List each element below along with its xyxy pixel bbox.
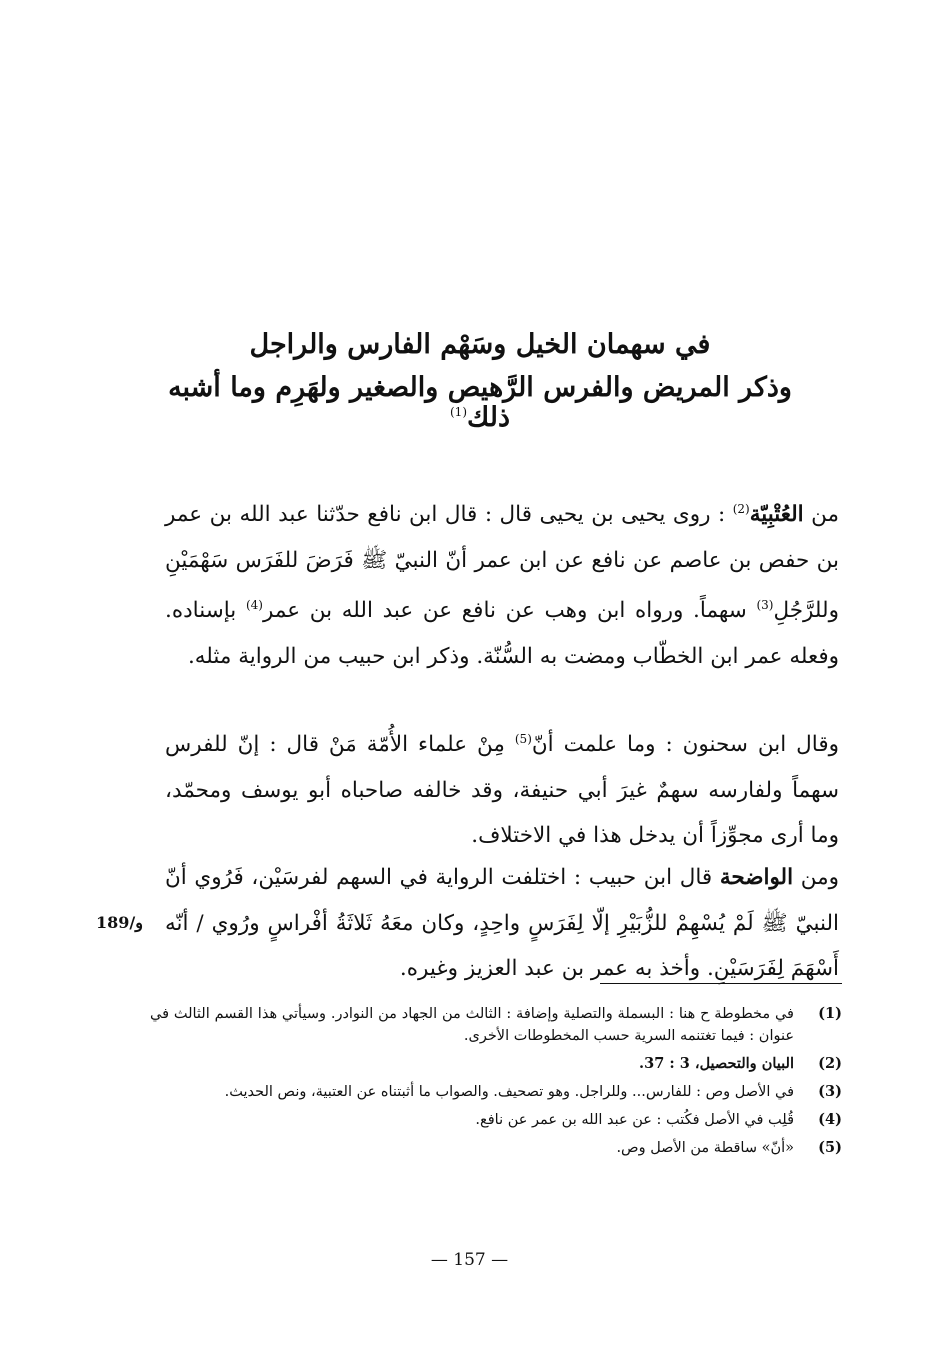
- page-number: — 157 —: [430, 1250, 509, 1270]
- paragraph-3: [165, 855, 839, 992]
- footnote-1: [150, 1003, 842, 1047]
- footnote-number: (1): [818, 1005, 842, 1022]
- footnote-number: (2): [818, 1055, 842, 1072]
- footnote-5: [150, 1137, 842, 1159]
- footnote-text: في مخطوطة ح هنا : البسملة والتصلية وإضافة : الثالث من الجهاد من النوادر. وسيأتي هذا القسم الثالث في عنوان : فيما تغتنمه السرية حسب المخطوطات الأخرى.: [150, 1006, 794, 1044]
- chapter-title-line-2: [150, 373, 810, 432]
- footnote-ref-1: (1): [449, 404, 467, 419]
- p3-lead: ومن: [793, 865, 839, 890]
- footnotes: [150, 1003, 842, 1165]
- p2-text-a: وقال ابن سحنون : وما علمت أنّ: [531, 732, 839, 758]
- footnote-text: قُلِب في الأصل فكُتب : عن عبد الله بن عمر عن نافع.: [475, 1112, 794, 1128]
- p1-text-a: : روى يحيى بن يحيى قال : قال ابن نافع حدّثنا عبد الله بن عمر بن حفص بن عاصم عن نافع عن ابن عمر أنّ النبيّ ﷺ فَرَضَ للفَرَس سَهْمَيْنِ وللرَّجُلِ: [165, 502, 839, 624]
- paragraph-2: [165, 717, 839, 859]
- footnote-2: [150, 1053, 842, 1075]
- p2-text-b: مِنْ علماء الأُمّة مَنْ قال : إنّ للفرس سهماً ولفارسه سهمٌ غيرَ أبي حنيفة، وقد خالفه صاحباه أبو يوسف ومحمّد، وما أرى مجوِّزاً أن يدخل هذا في الاختلاف.: [165, 732, 839, 849]
- footnote-ref-5: (5): [514, 732, 532, 746]
- footnote-number: (5): [818, 1139, 842, 1156]
- manuscript-folio-marker: 189/و: [96, 913, 143, 932]
- chapter-title-line-2-text: وذكر المريض والفرس الرَّهيص والصغير ولهَرِم وما أشبه ذلك: [168, 372, 792, 433]
- footnote-3: [150, 1081, 842, 1103]
- chapter-title-line-1: في سهمان الخيل وسَهْم الفارس والراجل: [249, 329, 711, 360]
- p1-text-c: بإسناده. وفعله عمر ابن الخطّاب ومضت به السُّنّة. وذكر ابن حبيب من الرواية مثله.: [165, 598, 839, 669]
- footnote-number: (3): [818, 1083, 842, 1100]
- p1-lead: من: [803, 502, 840, 528]
- footnote-text: «أنّ» ساقطة من الأصل وص.: [616, 1140, 794, 1156]
- p3-text: قال ابن حبيب : اختلفت الرواية في السهم لفرسَيْن، فَرُوي أنّ النبيّ ﷺ لَمْ يُسْهِمْ للزُّبَيْرِ إلّا لِفَرَسٍ واحِدٍ، وكان معَهُ ثَلاثَةُ أفْراسٍ ورُوي / أنّه أَسْهَمَ لِفَرَسَيْنِ. وأخذ به عمر بن عبد العزيز وغيره.: [165, 865, 839, 981]
- p1-text-b: سهماً. ورواه ابن وهب عن نافع عن عبد الله بن عمر: [262, 598, 757, 624]
- source-utbiyya: العُتْبِيّة: [749, 502, 804, 528]
- footnote-separator: [600, 983, 842, 984]
- paragraph-1: [165, 487, 839, 679]
- footnote-4: [150, 1109, 842, 1131]
- footnote-text: البيان والتحصيل، 3 : 37.: [639, 1055, 794, 1072]
- footnote-ref-3: (3): [756, 598, 774, 613]
- footnote-number: (4): [818, 1111, 842, 1128]
- source-wadiha: الواضحة: [719, 865, 794, 890]
- footnote-text: في الأصل وص : للفارس... وللراجل. وهو تصحيف. والصواب ما أثبتناه عن العتبية، ونص الحديث.: [224, 1084, 794, 1100]
- footnote-ref-4: (4): [245, 598, 263, 613]
- footnote-ref-2: (2): [732, 502, 750, 516]
